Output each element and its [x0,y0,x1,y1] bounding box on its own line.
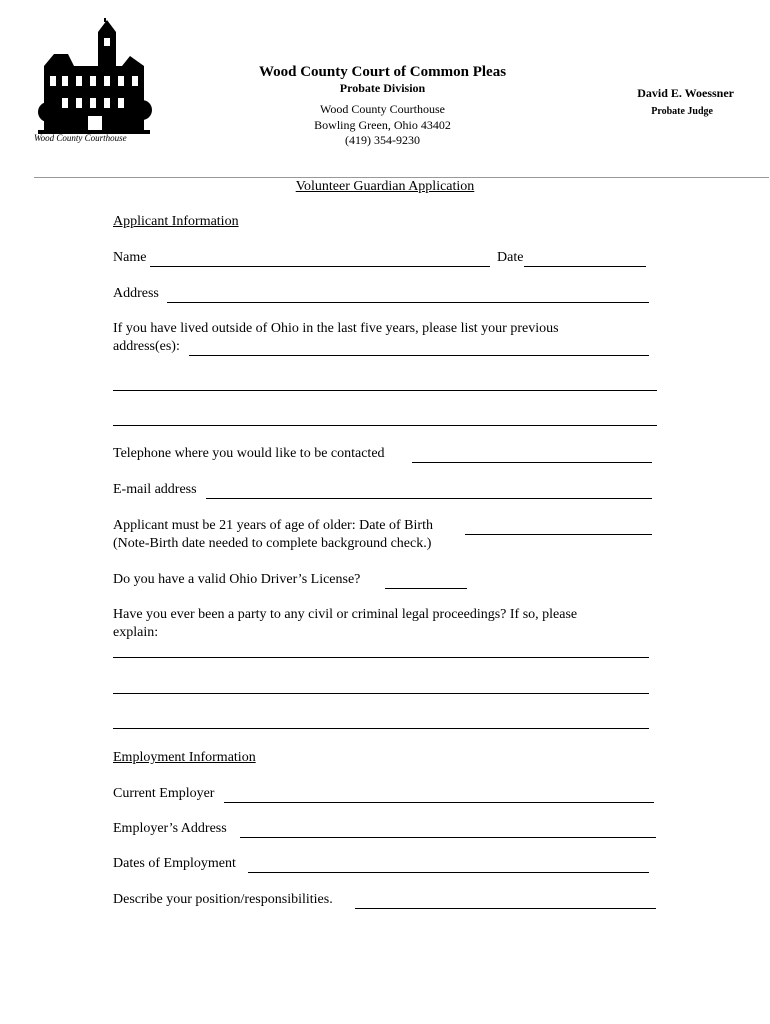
telephone-field[interactable] [412,462,652,463]
license-field[interactable] [385,588,467,589]
courthouse-logo [34,18,154,146]
logo-caption: Wood County Courthouse [34,133,127,143]
employment-section-heading: Employment Information [113,750,256,765]
previous-address-label: address(es): [113,339,180,354]
form-title: Volunteer Guardian Application [295,179,475,194]
legal-explain-field-2[interactable] [113,693,649,694]
division-name: Probate Division [339,81,426,95]
legal-explain-field-1[interactable] [113,657,649,658]
birth-date-note: (Note-Birth date needed to complete background check.) [113,536,432,551]
applicant-section-heading: Applicant Information [113,214,239,229]
date-label: Date [497,250,524,265]
legal-proceedings-label: explain: [113,625,159,640]
previous-address-field-3[interactable] [113,425,657,426]
judge-name: David E. Woessner [637,86,734,100]
employment-dates-label: Dates of Employment [113,856,236,871]
legal-explain-field-3[interactable] [113,728,649,729]
email-label: E-mail address [113,482,197,497]
current-employer-field[interactable] [224,802,654,803]
license-label: Do you have a valid Ohio Driver’s License? [113,572,361,587]
birth-date-field[interactable] [465,534,652,535]
legal-proceedings-prompt: Have you ever been a party to any civil or criminal legal proceedings? If so, please [113,607,578,622]
header-divider [34,177,769,178]
employer-address-label: Employer’s Address [113,821,227,836]
previous-address-field-1[interactable] [189,355,649,356]
employer-address-field[interactable] [240,837,656,838]
address-label: Address [113,286,159,301]
position-field[interactable] [355,908,656,909]
name-field[interactable] [150,266,490,267]
previous-address-field-2[interactable] [113,390,657,391]
current-employer-label: Current Employer [113,786,215,801]
court-phone: (419) 354-9230 [345,133,420,147]
position-label: Describe your position/responsibilities. [113,892,333,907]
name-label: Name [113,250,147,265]
birth-date-label: Applicant must be 21 years of age of older: Date of Birth [113,518,433,533]
telephone-label: Telephone where you would like to be contacted [113,446,385,461]
courthouse-name: Wood County Courthouse [319,102,446,116]
date-field[interactable] [524,266,646,267]
previous-address-prompt: If you have lived outside of Ohio in the last five years, please list your previous [113,321,559,336]
employment-dates-field[interactable] [248,872,649,873]
address-field[interactable] [167,302,649,303]
court-name: Wood County Court of Common Pleas [258,64,507,80]
city-state-zip: Bowling Green, Ohio 43402 [314,118,451,132]
judge-title: Probate Judge [651,106,713,117]
email-field[interactable] [206,498,652,499]
